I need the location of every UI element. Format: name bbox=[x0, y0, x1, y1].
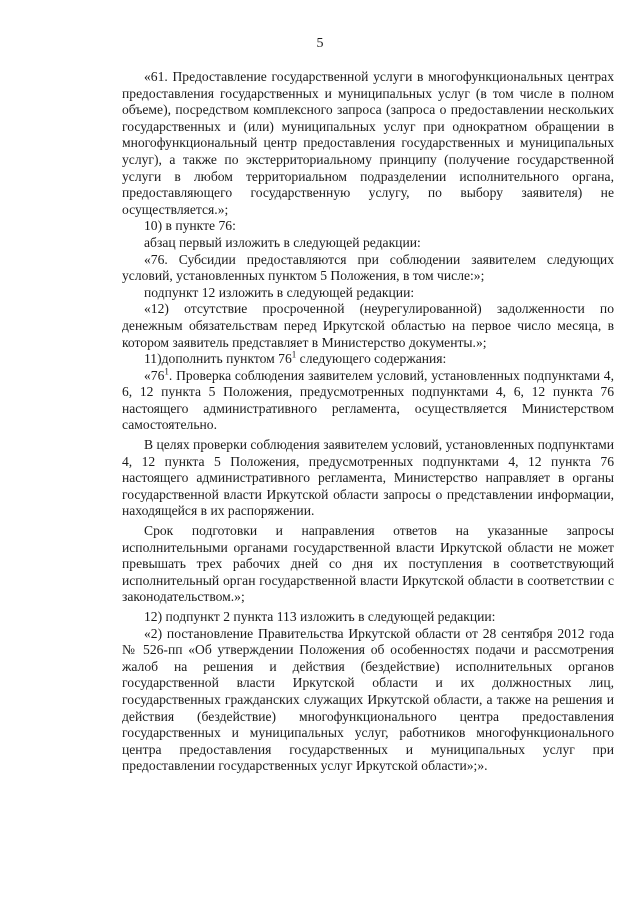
point-11-superscript: 1 bbox=[291, 349, 297, 360]
paragraph-deadline: Срок подготовки и направления ответов на указанные запросы исполнительными органами государственной власти Иркутской области не может превышать трех рабочих дней со дня их поступления в соответствующий исполнительный орган государственной власти Иркутской области в соответствии с законодательством.»; bbox=[122, 523, 614, 605]
paragraph-subpoint-12-text: «12) отсутствие просроченной (неурегулированной) задолженности по денежным обязательствам перед Иркутской областью на первое число месяца, в котором заявитель представляет в Министерство документы.»; bbox=[122, 301, 614, 350]
paragraph-point-12: 12) подпункт 2 пункта 113 изложить в следующей редакции: bbox=[144, 609, 496, 624]
page-number: 5 bbox=[316, 36, 324, 51]
item-76-1-pre: «76 bbox=[144, 367, 165, 383]
point-11-post: следующего содержания: bbox=[296, 351, 447, 367]
paragraph-item-76: «76. Субсидии предоставляются при соблюдении заявителем следующих условий, установленных пунктом 5 Положения, в том числе:»; bbox=[122, 251, 614, 284]
paragraph-first-abzac: абзац первый изложить в следующей редакции: bbox=[144, 234, 421, 250]
paragraph-point-11 bbox=[122, 351, 614, 368]
item-76-1-superscript: 1 bbox=[164, 366, 169, 377]
document-body bbox=[122, 69, 614, 775]
paragraph-point-10: 10) в пункте 76: bbox=[144, 218, 236, 234]
paragraph-item-61: «61. Предоставление государственной услуги в многофункциональных центрах предоставления государственных и муниципальных услуг (в том числе в полном объеме), посредством комплексного запроса (запроса о предоставлении нескольких государственных и (или) муниципальных услуг при однократном обращении в многофункциональный центр предоставления государственных и муниципальных услуг), а также по экстерриториальному принципу (получение государственной услуги в любом территориальном подразделении исполнительного органа, предоставляющего государственную услугу, по выбору заявителя) не осуществляется.»; bbox=[122, 69, 614, 217]
paragraph-verification: В целях проверки соблюдения заявителем условий, установленных подпунктами 4, 12 пункта 5 Положения, предусмотренных подпунктами 4, 12 пункта 76 настоящего административного регламента, Министерство направляет в органы государственной власти Иркутской области запросы о представлении информации, находящейся в их распоряжении. bbox=[122, 437, 614, 519]
paragraph-subpoint-12: подпункт 12 изложить в следующей редакции: bbox=[144, 284, 415, 300]
item-76-1-post: . Проверка соблюдения заявителем условий, установленных подпунктами 4, 6, 12 пункта 5 Положения, предусмотренных подпунктами 4, 6, 12 пункта 76 настоящего административного регламента, осуществляется Министерством самостоятельно. bbox=[122, 367, 614, 433]
point-11-pre: 11)дополнить пунктом 76 bbox=[144, 351, 292, 367]
paragraph-item-76-1 bbox=[122, 368, 614, 434]
paragraph-subpoint-2-text: «2) постановление Правительства Иркутской области от 28 сентября 2012 года № 526-пп «Об утверждении Положения об особенностях подачи и рассмотрения жалоб на решения и действия (бездействие) исполнительных органов государственной власти Иркутской области и их должностных лиц, государственных гражданских служащих Иркутской области, а также на решения и действия (бездействие) многофункционального центра предоставления государственных и муниципальных услуг, работников многофункционального центра предоставления государственных и муниципальных услуг при предоставлении государственных услуг Иркутской области»;». bbox=[122, 625, 614, 774]
